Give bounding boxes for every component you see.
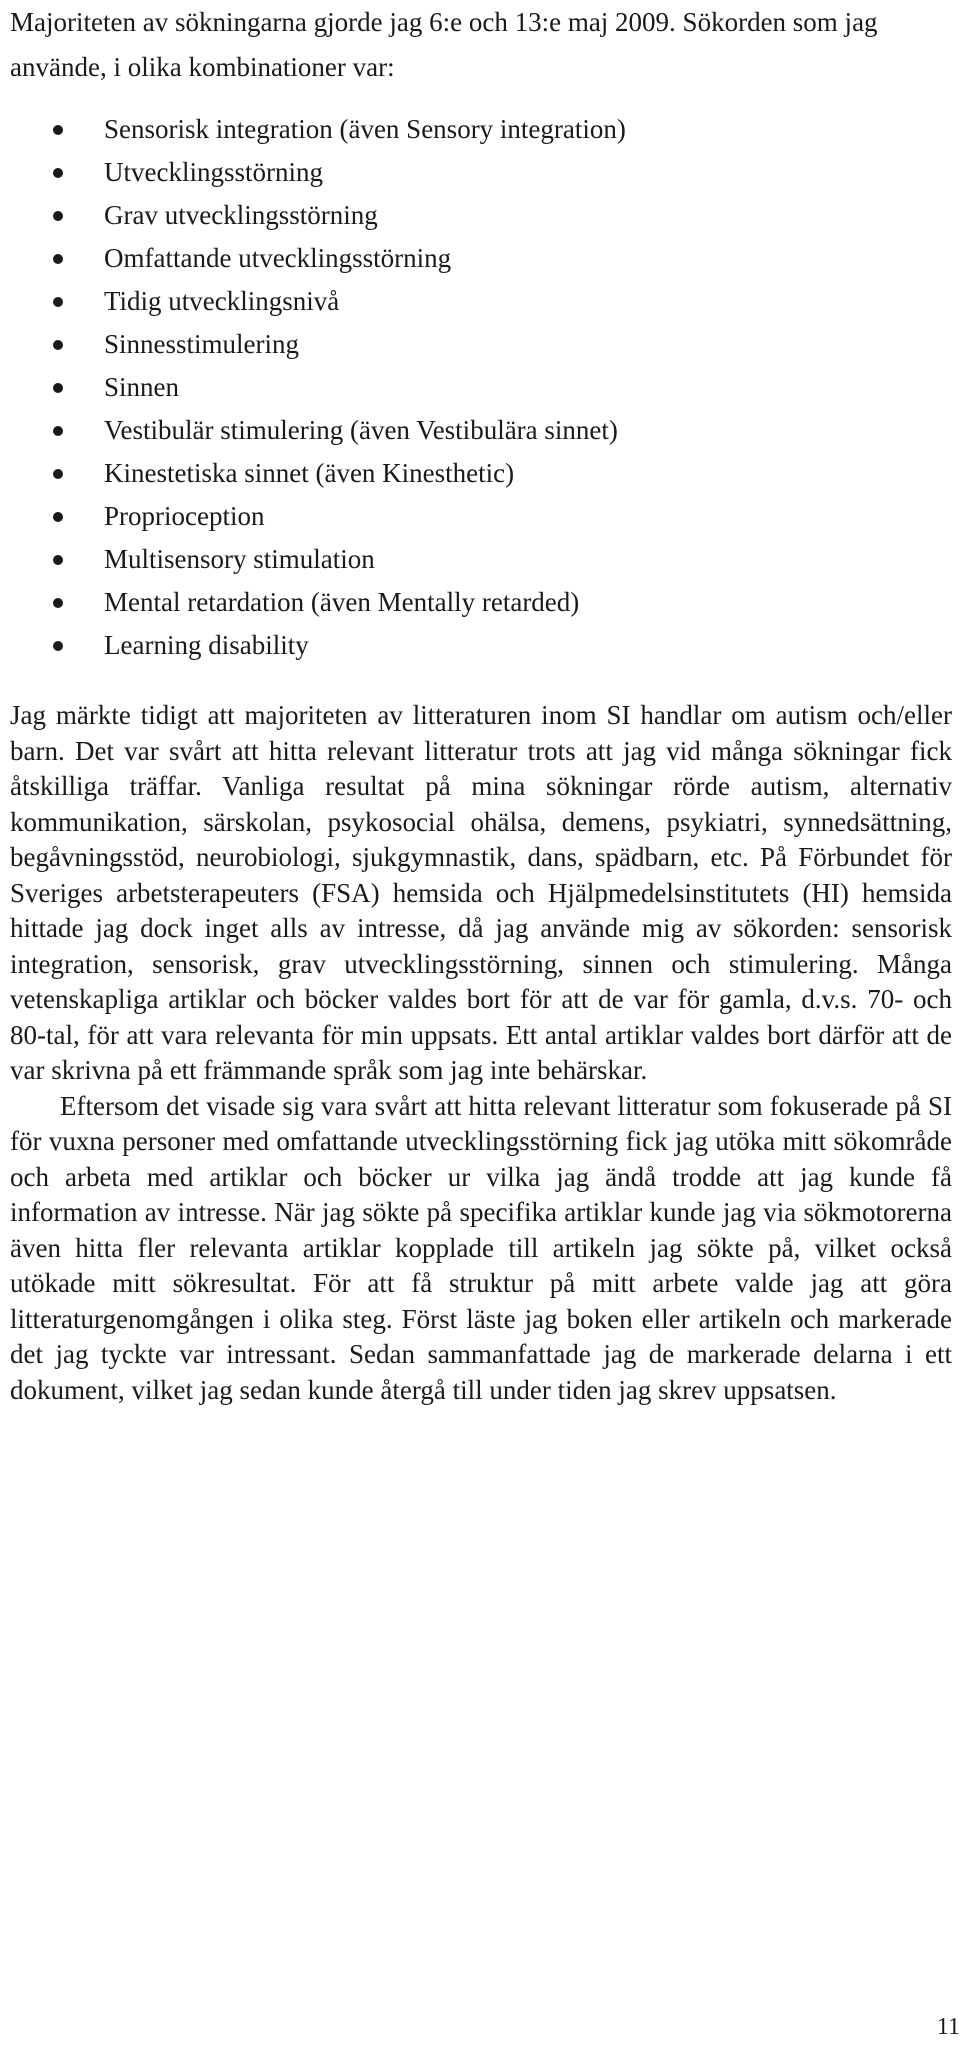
- list-item: [0, 624, 940, 667]
- page-number: 11: [936, 2014, 960, 2040]
- search-term: Proprioception: [104, 501, 265, 531]
- search-term: Multisensory stimulation: [104, 544, 375, 574]
- search-terms-list: [0, 108, 940, 667]
- list-item: [0, 538, 940, 581]
- search-term: Sinnen: [104, 372, 180, 402]
- body-text: [10, 698, 952, 1408]
- search-term: Sinnesstimulering: [104, 329, 299, 359]
- bullet-icon: [53, 512, 63, 522]
- list-item: [0, 237, 940, 280]
- search-term: Mental retardation (även Mentally retarded): [104, 587, 580, 617]
- list-item: [0, 323, 940, 366]
- bullet-icon: [53, 168, 63, 178]
- list-item: [0, 581, 940, 624]
- bullet-icon: [53, 598, 63, 608]
- bullet-icon: [53, 555, 63, 565]
- search-term: Kinestetiska sinnet (även Kinesthetic): [104, 458, 515, 488]
- bullet-icon: [53, 340, 63, 350]
- search-term: Tidig utvecklingsnivå: [104, 286, 340, 316]
- body-paragraph: Jag märkte tidigt att majoriteten av litteraturen inom SI handlar om autism och/eller barn. Det var svårt att hitta relevant litteratur trots att jag vid många sökningar fick åtskilliga träffar. Vanliga resultat på mina sökningar rörde autism, alternativ kommunikation, särskolan, psykosocial ohälsa, demens, psykiatri, synnedsättning, begåvningsstöd, neurobiologi, sjukgymnastik, dans, spädbarn, etc. På Förbundet för Sveriges arbetsterapeuters (FSA) hemsida och Hjälpmedelsinstitutets (HI) hemsida hittade jag dock inget alls av intresse, då jag använde mig av sökorden: sensorisk integration, sensorisk, grav utvecklingsstörning, sinnen och stimulering. Många vetenskapliga artiklar och böcker valdes bort för att de var för gamla, d.v.s. 70- och 80-tal, för att vara relevanta för min uppsats. Ett antal artiklar valdes bort därför att de var skrivna på ett främmande språk som jag inte behärskar.: [10, 700, 952, 1085]
- intro-paragraph: Majoriteten av sökningarna gjorde jag 6:e och 13:e maj 2009. Sökorden som jag använde, i olika kombinationer var:: [10, 7, 878, 82]
- bullet-icon: [53, 211, 63, 221]
- list-item: [0, 151, 940, 194]
- search-term: Sensorisk integration (även Sensory integration): [104, 114, 626, 144]
- list-item: [0, 452, 940, 495]
- bullet-icon: [53, 469, 63, 479]
- bullet-icon: [53, 383, 63, 393]
- search-term: Learning disability: [104, 630, 309, 660]
- body-paragraph: Eftersom det visade sig vara svårt att hitta relevant litteratur som fokuserade på SI för vuxna personer med omfattande utvecklingsstörning fick jag utöka mitt sökområde och arbeta med artiklar och böcker ur vilka jag ändå trodde att jag kunde få information av intresse. När jag sökte på specifika artiklar kunde jag via sökmotorerna även hitta fler relevanta artiklar kopplade till artikeln jag sökte på, vilket också utökade mitt sökresultat. För att få struktur på mitt arbete valde jag att göra litteraturgenomgången i olika steg. Först läste jag boken eller artikeln och markerade det jag tyckte var intressant. Sedan sammanfattade jag de markerade delarna i ett dokument, vilket jag sedan kunde återgå till under tiden jag skrev uppsatsen.: [10, 1090, 952, 1405]
- list-item: [0, 194, 940, 237]
- list-item: [0, 366, 940, 409]
- bullet-icon: [53, 641, 63, 651]
- list-item: [0, 280, 940, 323]
- list-item: [0, 409, 940, 452]
- bullet-icon: [53, 125, 63, 135]
- search-term: Vestibulär stimulering (även Vestibulära sinnet): [104, 415, 618, 445]
- search-term: Omfattande utvecklingsstörning: [104, 243, 452, 273]
- search-term: Grav utvecklingsstörning: [104, 200, 378, 230]
- list-item: [0, 108, 940, 151]
- bullet-icon: [53, 297, 63, 307]
- bullet-icon: [53, 426, 63, 436]
- search-term: Utvecklingsstörning: [104, 157, 323, 187]
- list-item: [0, 495, 940, 538]
- bullet-icon: [53, 254, 63, 264]
